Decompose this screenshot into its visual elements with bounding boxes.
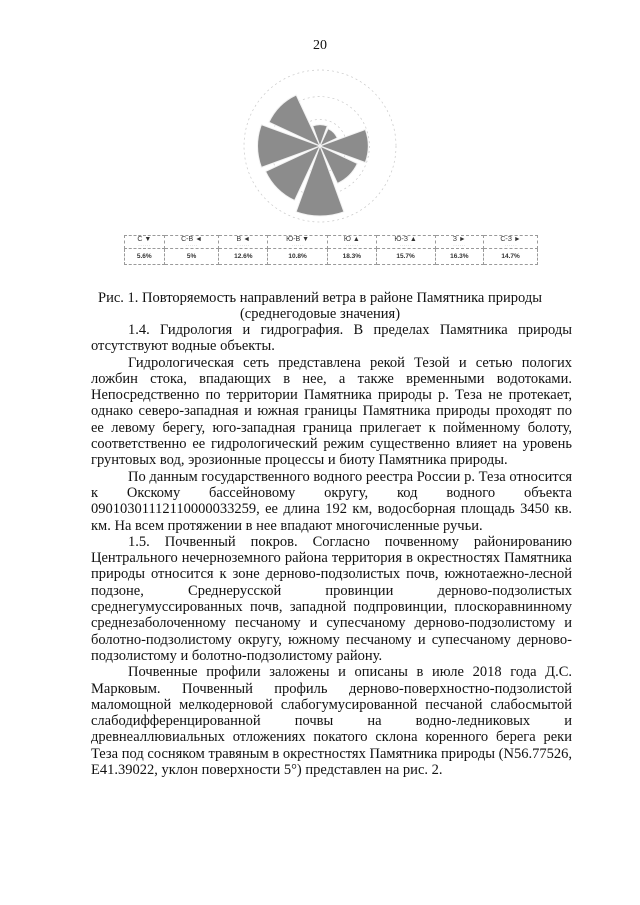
dir-label: С-В ◄ [181,236,202,243]
dir-label: В ◄ [236,236,251,243]
value-cell: 5.6% [125,249,165,265]
dir-label: З ► [452,236,466,243]
dir-cell-se: Ю-В ▼ · · · · · · [268,236,328,249]
paragraph-hydrology-intro: 1.4. Гидрология и гидрография. В пределах Памятника природы отсутствуют водные объекты. [91,322,572,355]
body-text [91,322,572,778]
value-cell: 12.6% [219,249,268,265]
dir-label: С ▼ [137,236,152,243]
figure-caption-line1: Рис. 1. Повторяемость направлений ветра в районе Памятника природы [98,290,542,306]
paragraph-soil-cover: 1.5. Почвенный покров. Согласно почвенному районированию Центрального нечерноземного района территория в окрестностях Памятника природы относится к зоне дерново-подзолистых почв, южнотаежно-леcной подзоне, Среднерусской провинции дерново-подзолистых среднегумуссированных почв, западной подпровинции, плоскоравнинному среднезаболоченному песчаному и супесчаному дерново-подзолистому и болотно-подзолистому округу, южному песчаному и супесчаному дерново-подзолистому и болотно-подзолистому району. [91,533,572,664]
page-number: 20 [313,38,327,53]
dir-cell-sw: Ю-З ▲ · · · · · · [376,236,435,249]
dir-cell-w: З ► · · · · · · [435,236,484,249]
dir-label: С-З ► [500,236,521,243]
wind-rose-sectors [244,70,396,222]
value-cell: 16.3% [435,249,484,265]
paragraph-hydrology-network: Гидрологическая сеть представлена рекой Тезой и сетью пологих ложбин стока, впадающих в нее, а также временными водотоками. Непосредственно по территории Памятника природы р. Теза не протекает, однако северо-западная и южная границы Памятника природы проходят по ее левому берегу, юго-западная граница прилегает к пойменному болоту, соответственно ее гидрологический режим существенно влияет на уровень грунтовых вод, эрозионные процессы и биоту Памятника природы. [91,354,572,469]
dir-label: Ю-З ▲ [394,236,417,243]
value-cell: 10.8% [268,249,328,265]
wind-rose-diagram [222,62,418,230]
paragraph-soil-profiles: Почвенные профили заложены и описаны в июле 2018 года Д.С. Марковым. Почвенный профиль дерново-поверхностно-подзолистой маломощной мелкодерновой слабогумусированной песчаной слабосмытой слабодифференцированной почвы на водно-ледниковых и древнеаллювиальных отложениях покатого склона коренного берега реки Теза под сосняком травяным в окрестностях Памятника природы (N56.77526, E41.39022, уклон поверхности 5°) представлен на рис. 2. [91,664,572,779]
value-cell: 14.7% [484,249,538,265]
dir-label: Ю ▲ [343,236,360,243]
dir-cell-e: В ◄ · · · · · · [219,236,268,249]
wind-direction-row [125,236,538,249]
dir-cell-nw: С-З ► · · · · · · [484,236,538,249]
dir-cell-ne: С-В ◄ · · · · · · [164,236,219,249]
dir-cell-n: С ▼ · · · · · · [125,236,165,249]
figure-caption-line2: (среднегодовые значения) [239,306,401,322]
wind-frequency-table [124,235,538,265]
paragraph-water-registry: По данным государственного водного реестра России р. Теза относится к Окскому бассейновому округу, код водного объекта 09010301112110000033259, ее длина 192 км, водосборная площадь 3450 кв. км. На всем протяжении в нее впадают многочисленные ручьи. [91,468,572,534]
wind-value-row [125,249,538,265]
value-cell: 5% [164,249,219,265]
value-cell: 15.7% [376,249,435,265]
dir-cell-s: Ю ▲ · · · · · · [328,236,377,249]
dir-label: Ю-В ▼ [286,236,310,243]
value-cell: 18.3% [328,249,377,265]
